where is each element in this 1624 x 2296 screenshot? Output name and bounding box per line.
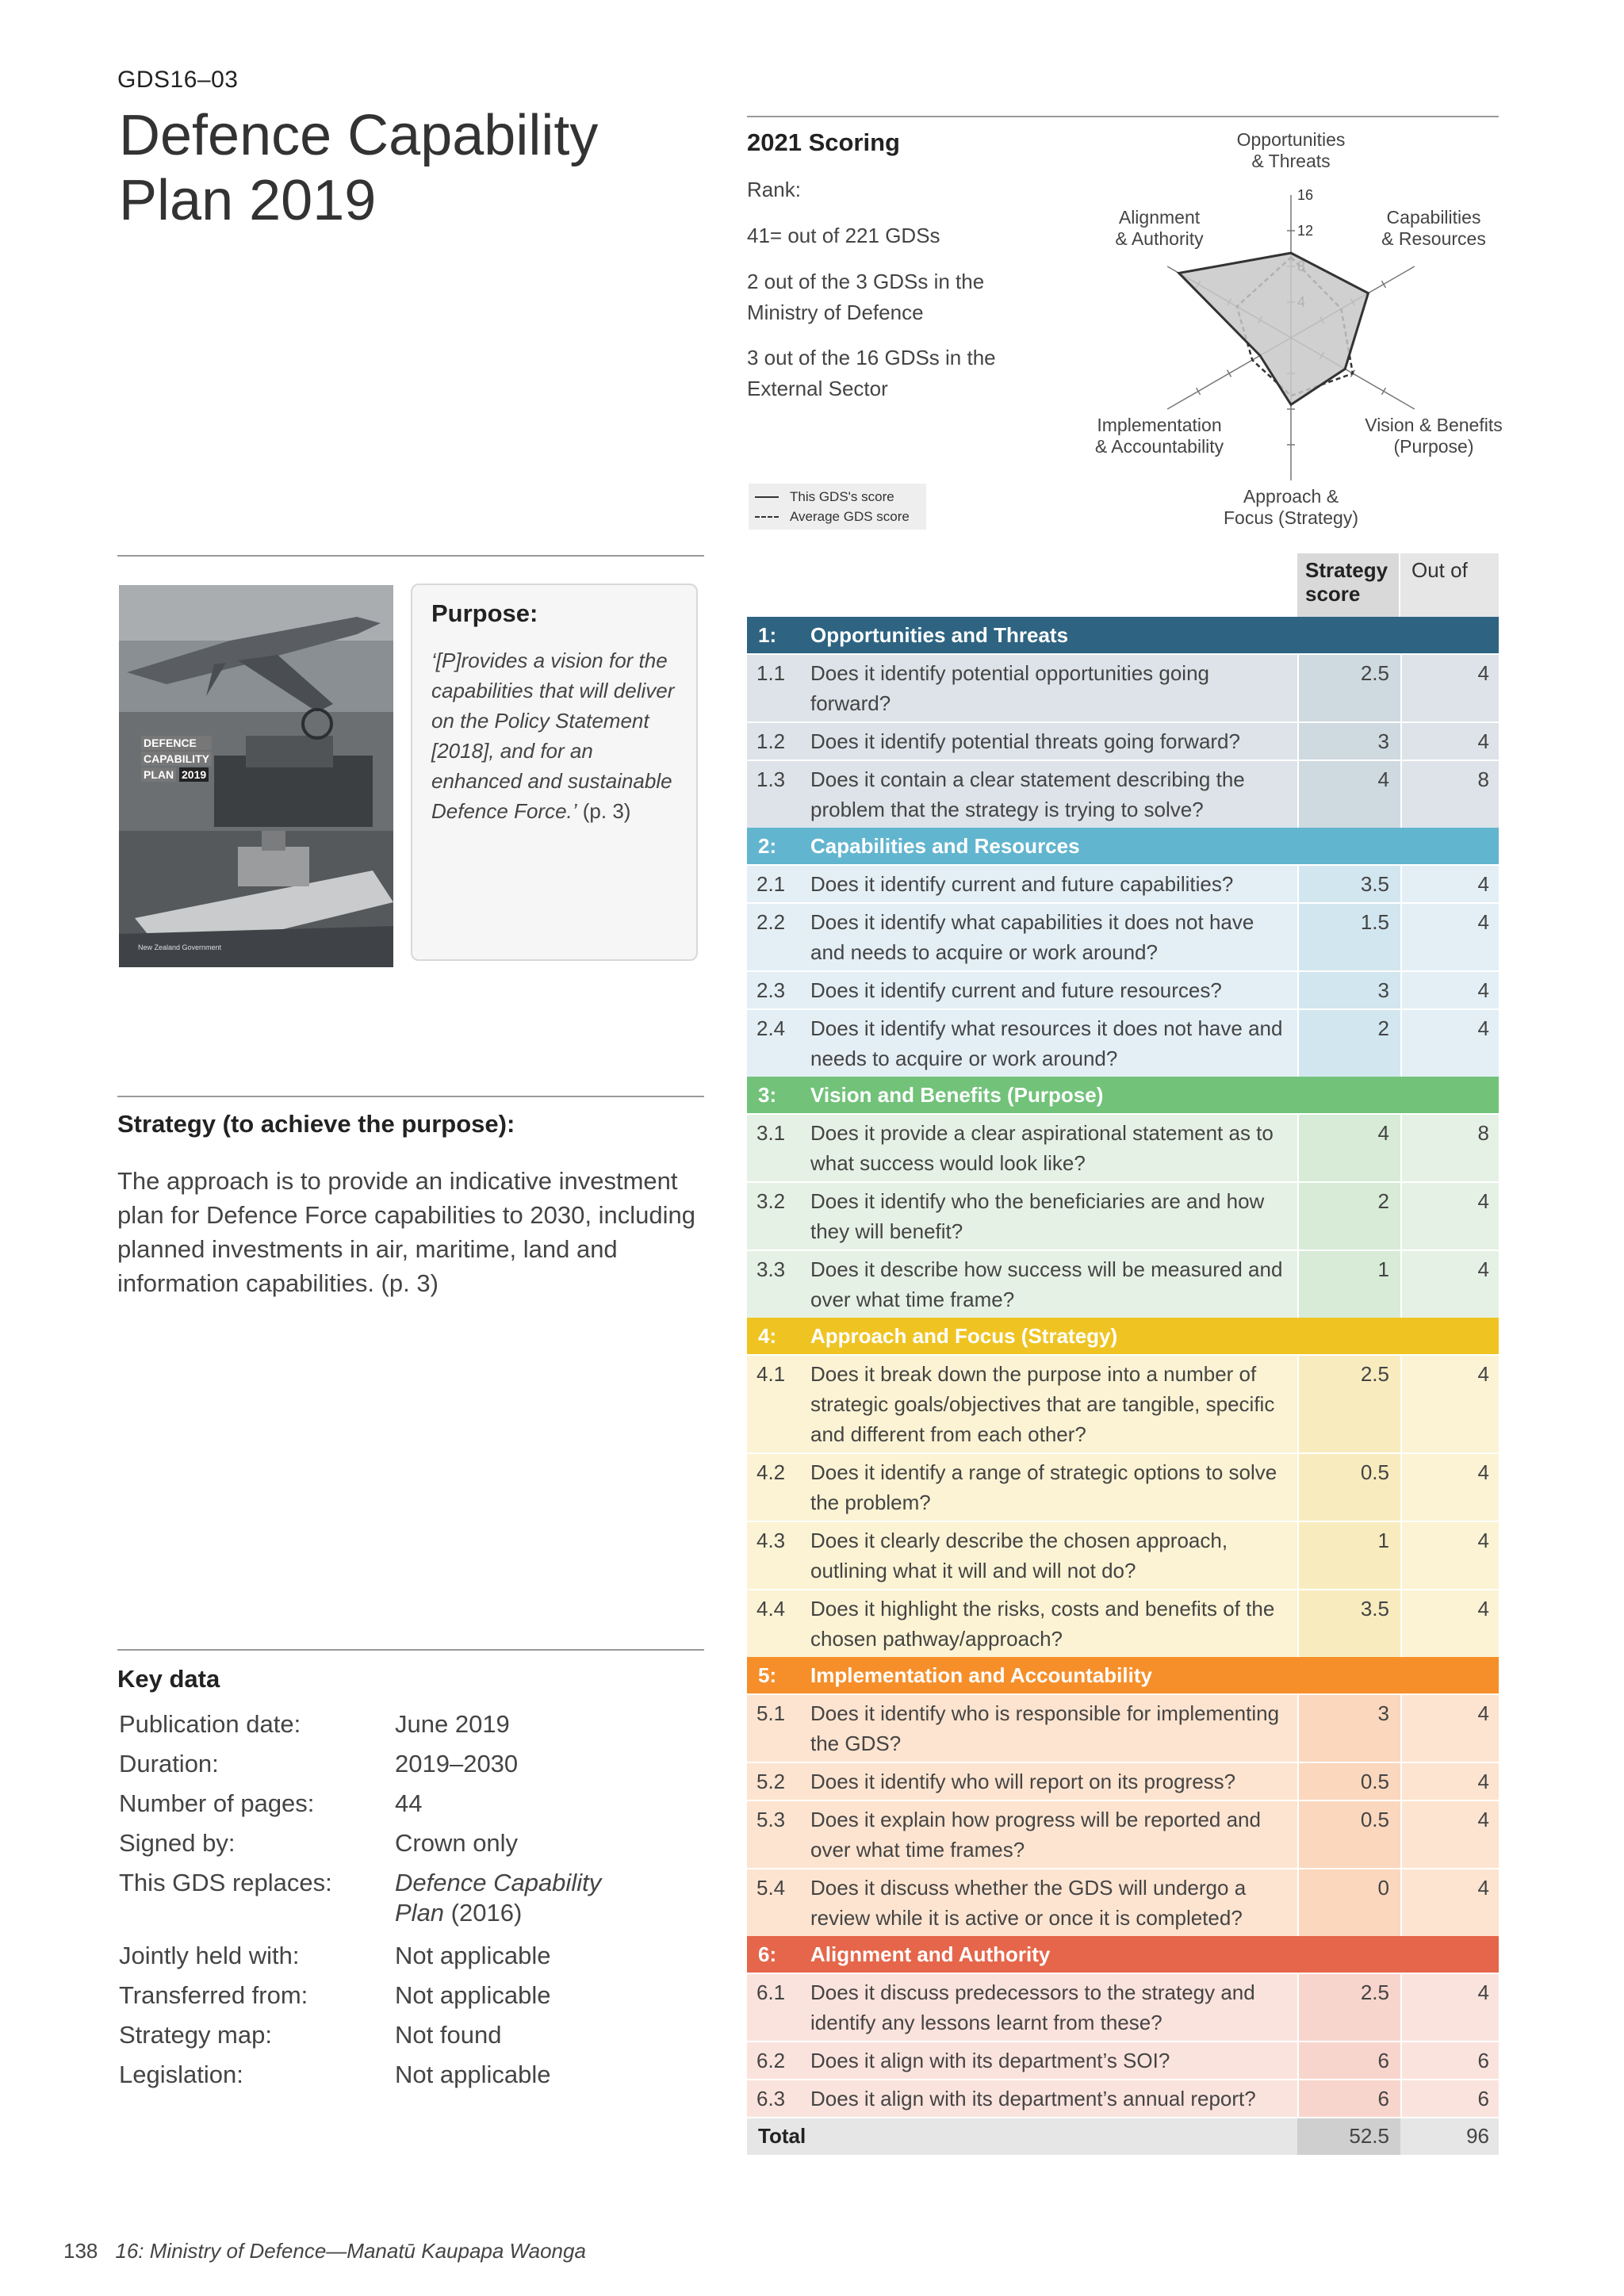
section-number: 5: bbox=[758, 1663, 777, 1687]
table-row bbox=[747, 1762, 1499, 1800]
question-text: Does it align with its department’s annual report? bbox=[810, 2087, 1256, 2110]
question-out-of: 4 bbox=[1400, 866, 1499, 902]
radar-axis-label: Focus (Strategy) bbox=[1224, 507, 1358, 528]
question-score: 2.5 bbox=[1297, 655, 1400, 721]
question-score: 3 bbox=[1297, 972, 1400, 1008]
question-score: 2 bbox=[1297, 1010, 1400, 1077]
radar-axis-label: Capabilities bbox=[1386, 207, 1481, 228]
radar-chart bbox=[1031, 124, 1507, 536]
section-header-5 bbox=[747, 1657, 1499, 1693]
strategy-heading: Strategy (to achieve the purpose): bbox=[117, 1110, 515, 1138]
section-header-4 bbox=[747, 1318, 1499, 1354]
question-out-of: 4 bbox=[1400, 1183, 1499, 1249]
table-row bbox=[747, 1249, 1499, 1318]
table-row bbox=[747, 1973, 1499, 2041]
table-row bbox=[747, 721, 1499, 760]
radar-axis-label: Vision & Benefits bbox=[1365, 415, 1503, 435]
strategy-text: The approach is to provide an indicative investment plan for Defence Force capabilities to 2030, including planned investments in air, maritime, land and information capabilities. (p. 3) bbox=[117, 1167, 695, 1297]
total-row bbox=[747, 2117, 1499, 2155]
rank-label: Rank: bbox=[747, 178, 801, 201]
section-header-3 bbox=[747, 1077, 1499, 1113]
question-text: Does it describe how success will be measured and over what time frame? bbox=[810, 1257, 1283, 1311]
question-number: 2.1 bbox=[756, 872, 786, 896]
table-header bbox=[747, 553, 1499, 617]
question-number: 6.1 bbox=[756, 1980, 786, 2004]
question-out-of: 8 bbox=[1400, 761, 1499, 828]
section-number: 3: bbox=[758, 1083, 777, 1107]
question-number: 4.1 bbox=[756, 1362, 786, 1386]
legend-average-label: Average GDS score bbox=[790, 508, 910, 524]
table-row bbox=[747, 1008, 1499, 1077]
question-text: Does it identify who is responsible for implementing the GDS? bbox=[810, 1701, 1280, 1755]
document-code: GDS16–03 bbox=[117, 67, 239, 93]
radar-tick bbox=[1197, 388, 1201, 395]
question-text: Does it contain a clear statement describing the problem that the strategy is trying to solve? bbox=[810, 767, 1245, 821]
radar-legend bbox=[749, 484, 926, 530]
question-score: 0 bbox=[1297, 1869, 1400, 1936]
question-number: 6.3 bbox=[756, 2087, 786, 2110]
section-label: Vision and Benefits (Purpose) bbox=[810, 1083, 1104, 1107]
question-text: Does it explain how progress will be reported and over what time frames? bbox=[810, 1808, 1261, 1862]
question-out-of: 4 bbox=[1400, 1454, 1499, 1521]
question-score: 2.5 bbox=[1297, 1974, 1400, 2041]
legend-dashed-line bbox=[755, 516, 779, 518]
question-out-of: 4 bbox=[1400, 1590, 1499, 1657]
radar-score-area bbox=[1179, 253, 1369, 404]
page-title bbox=[119, 103, 722, 233]
question-text: Does it provide a clear aspirational statement as to what success would look like? bbox=[810, 1121, 1274, 1175]
key-data-label: Legislation: bbox=[119, 2061, 243, 2088]
question-text: Does it identify what capabilities it does not have and needs to acquire or work around? bbox=[810, 910, 1254, 964]
header-out-of: Out of bbox=[1400, 553, 1499, 617]
table-body bbox=[747, 617, 1499, 2117]
question-number: 5.2 bbox=[756, 1770, 786, 1793]
question-out-of: 4 bbox=[1400, 1974, 1499, 2041]
question-out-of: 4 bbox=[1400, 1010, 1499, 1077]
key-data-value: 2019–2030 bbox=[395, 1750, 519, 1777]
table-row bbox=[747, 864, 1499, 902]
question-text: Does it identify potential opportunities going forward? bbox=[810, 661, 1209, 715]
question-score: 3.5 bbox=[1297, 866, 1400, 902]
question-out-of: 8 bbox=[1400, 1115, 1499, 1181]
section-header-2 bbox=[747, 828, 1499, 864]
question-score: 0.5 bbox=[1297, 1454, 1400, 1521]
page-title-line1: Defence Capability bbox=[119, 104, 599, 167]
table-row bbox=[747, 1113, 1499, 1181]
page-footer bbox=[63, 2239, 586, 2263]
radar-axis-label: & Accountability bbox=[1094, 436, 1224, 457]
question-number: 2.4 bbox=[756, 1016, 786, 1040]
question-out-of: 4 bbox=[1400, 1763, 1499, 1800]
section-number: 2: bbox=[758, 834, 777, 858]
table-row bbox=[747, 1868, 1499, 1936]
header-strategy-score: Strategy score bbox=[1297, 553, 1399, 617]
question-number: 1.1 bbox=[756, 661, 786, 685]
question-score: 3 bbox=[1297, 1695, 1400, 1762]
question-text: Does it break down the purpose into a number of strategic goals/objectives that are tangible, specific and different from each other? bbox=[810, 1362, 1275, 1446]
question-score: 3 bbox=[1297, 723, 1400, 760]
question-out-of: 4 bbox=[1400, 904, 1499, 970]
key-data-value: Crown only bbox=[395, 1829, 519, 1857]
question-out-of: 4 bbox=[1400, 655, 1499, 721]
divider bbox=[117, 1649, 704, 1651]
question-out-of: 4 bbox=[1400, 1801, 1499, 1868]
question-number: 1.2 bbox=[756, 729, 786, 753]
section-header-6 bbox=[747, 1936, 1499, 1973]
table-row bbox=[747, 1354, 1499, 1452]
question-number: 2.2 bbox=[756, 910, 786, 934]
key-data-value: Not applicable bbox=[395, 1981, 551, 2009]
section-number: 4: bbox=[758, 1324, 777, 1348]
question-score: 1 bbox=[1297, 1522, 1400, 1589]
question-number: 4.3 bbox=[756, 1529, 786, 1552]
table-row bbox=[747, 2041, 1499, 2079]
question-text: Does it identify current and future resources? bbox=[810, 978, 1222, 1002]
question-score: 0.5 bbox=[1297, 1801, 1400, 1868]
radar-axis-label: & Resources bbox=[1381, 228, 1486, 249]
question-number: 3.2 bbox=[756, 1189, 786, 1213]
question-score: 0.5 bbox=[1297, 1763, 1400, 1800]
question-text: Does it discuss predecessors to the strategy and identify any lessons learnt from these? bbox=[810, 1980, 1255, 2034]
question-score: 3.5 bbox=[1297, 1590, 1400, 1657]
question-text: Does it clearly describe the chosen approach, outlining what it will and will not do? bbox=[810, 1529, 1228, 1582]
question-text: Does it identify current and future capabilities? bbox=[810, 872, 1234, 896]
section-number: 6: bbox=[758, 1942, 777, 1966]
radar-axis-label: Alignment bbox=[1118, 207, 1201, 228]
question-number: 3.1 bbox=[756, 1121, 786, 1145]
radar-axis-label: Implementation bbox=[1097, 415, 1222, 435]
question-out-of: 4 bbox=[1400, 972, 1499, 1008]
radar-axis-label: & Threats bbox=[1251, 151, 1331, 171]
total-label: Total bbox=[758, 2124, 806, 2148]
question-number: 6.2 bbox=[756, 2049, 786, 2072]
key-data-value: Not found bbox=[395, 2021, 502, 2049]
table-row bbox=[747, 760, 1499, 828]
key-data-label: This GDS replaces: bbox=[119, 1869, 332, 1896]
question-text: Does it identify potential threats going forward? bbox=[810, 729, 1240, 753]
question-number: 5.4 bbox=[756, 1876, 786, 1900]
question-score: 4 bbox=[1297, 1115, 1400, 1181]
purpose-heading: Purpose: bbox=[431, 599, 538, 627]
section-header-1 bbox=[747, 617, 1499, 653]
question-score: 2 bbox=[1297, 1183, 1400, 1249]
scoring-title: 2021 Scoring bbox=[747, 128, 900, 156]
key-data-heading: Key data bbox=[117, 1665, 220, 1693]
total-out-of: 96 bbox=[1466, 2124, 1489, 2148]
question-score: 2.5 bbox=[1297, 1356, 1400, 1452]
question-out-of: 6 bbox=[1400, 2042, 1499, 2079]
table-row bbox=[747, 1589, 1499, 1657]
question-number: 2.3 bbox=[756, 978, 786, 1002]
question-text: Does it identify who will report on its progress? bbox=[810, 1770, 1236, 1793]
section-label: Capabilities and Resources bbox=[810, 834, 1080, 858]
rank-sector: 3 out of the 16 GDSs in the External Sector bbox=[747, 346, 996, 400]
section-label: Approach and Focus (Strategy) bbox=[810, 1324, 1118, 1348]
question-number: 4.2 bbox=[756, 1460, 786, 1484]
divider bbox=[747, 116, 1499, 117]
question-out-of: 4 bbox=[1400, 1251, 1499, 1318]
question-out-of: 6 bbox=[1400, 2080, 1499, 2117]
table-row bbox=[747, 1181, 1499, 1249]
table-row bbox=[747, 1693, 1499, 1762]
question-number: 1.3 bbox=[756, 767, 786, 791]
score-table bbox=[747, 553, 1499, 2155]
radar-axis-label: & Authority bbox=[1115, 228, 1204, 249]
page-title-line2: Plan 2019 bbox=[119, 169, 377, 232]
key-data-label: Number of pages: bbox=[119, 1789, 315, 1817]
question-out-of: 4 bbox=[1400, 1522, 1499, 1589]
key-data-value: June 2019 bbox=[395, 1710, 510, 1738]
table-row bbox=[747, 1452, 1499, 1521]
key-data-label: Transferred from: bbox=[119, 1981, 308, 2009]
question-text: Does it align with its department’s SOI? bbox=[810, 2049, 1170, 2072]
page-number: 138 bbox=[63, 2239, 98, 2263]
question-out-of: 4 bbox=[1400, 1695, 1499, 1762]
question-number: 3.3 bbox=[756, 1257, 786, 1281]
question-number: 4.4 bbox=[756, 1597, 786, 1621]
key-data-value: Defence Capability Plan (2016) bbox=[395, 1869, 602, 1927]
question-number: 5.1 bbox=[756, 1701, 786, 1725]
key-data-value: Not applicable bbox=[395, 2061, 551, 2088]
question-score: 6 bbox=[1297, 2042, 1400, 2079]
radar-tick-label: 16 bbox=[1297, 187, 1314, 203]
question-text: Does it discuss whether the GDS will undergo a review while it is active or once it is completed? bbox=[810, 1876, 1247, 1930]
section-number: 1: bbox=[758, 623, 777, 647]
key-data-label: Duration: bbox=[119, 1750, 219, 1777]
key-data-label: Publication date: bbox=[119, 1710, 301, 1738]
table-row bbox=[747, 653, 1499, 721]
question-score: 4 bbox=[1297, 761, 1400, 828]
question-text: Does it identify a range of strategic options to solve the problem? bbox=[810, 1460, 1277, 1514]
radar-tick bbox=[1381, 388, 1385, 395]
table-row bbox=[747, 902, 1499, 970]
purpose-text: ‘[P]rovides a vision for the capabilities that will deliver on the Policy Statement [2018], and for an enhanced and sustainable Defence Force.’ (p. 3) bbox=[431, 649, 675, 823]
question-out-of: 4 bbox=[1400, 1869, 1499, 1936]
footer-text: 16: Ministry of Defence—Manatū Kaupapa Waonga bbox=[115, 2239, 586, 2263]
section-label: Opportunities and Threats bbox=[810, 623, 1069, 647]
section-label: Alignment and Authority bbox=[810, 1942, 1051, 1966]
legend-this-label: This GDS's score bbox=[790, 488, 894, 504]
key-data-value: 44 bbox=[395, 1789, 423, 1817]
cover-label: DEFENCE CAPABILITY PLAN 2019 bbox=[141, 736, 212, 783]
key-data-label: Jointly held with: bbox=[119, 1942, 300, 1969]
divider bbox=[117, 555, 704, 557]
legend-solid-line bbox=[755, 496, 779, 498]
question-text: Does it identify what resources it does not have and needs to acquire or work around? bbox=[810, 1016, 1283, 1070]
table-row bbox=[747, 970, 1499, 1008]
radar-tick bbox=[1228, 370, 1231, 377]
section-label: Implementation and Accountability bbox=[810, 1663, 1152, 1687]
radar-tick bbox=[1381, 281, 1385, 288]
question-score: 1 bbox=[1297, 1251, 1400, 1318]
radar-axis-label: (Purpose) bbox=[1393, 436, 1474, 457]
question-score: 1.5 bbox=[1297, 904, 1400, 970]
question-text: Does it identify who the beneficiaries are and how they will benefit? bbox=[810, 1189, 1265, 1243]
question-score: 6 bbox=[1297, 2080, 1400, 2117]
key-data-label: Strategy map: bbox=[119, 2021, 272, 2049]
total-score: 52.5 bbox=[1297, 2118, 1400, 2155]
question-out-of: 4 bbox=[1400, 1356, 1499, 1452]
divider bbox=[117, 1096, 704, 1097]
rank-overall: 41= out of 221 GDSs bbox=[747, 224, 940, 247]
radar-axis-label: Opportunities bbox=[1236, 129, 1346, 150]
radar-tick-label: 12 bbox=[1297, 223, 1314, 239]
rank-ministry: 2 out of the 3 GDSs in the Ministry of Defence bbox=[747, 270, 985, 324]
key-data-value: Not applicable bbox=[395, 1942, 551, 1969]
question-number: 5.3 bbox=[756, 1808, 786, 1831]
question-out-of: 4 bbox=[1400, 723, 1499, 760]
report-cover-image bbox=[119, 585, 393, 967]
radar-axis-label: Approach & bbox=[1243, 486, 1339, 507]
table-row bbox=[747, 1521, 1499, 1589]
key-data-label: Signed by: bbox=[119, 1829, 236, 1857]
table-row bbox=[747, 2079, 1499, 2117]
table-row bbox=[747, 1800, 1499, 1868]
cover-publisher: New Zealand Government bbox=[138, 943, 222, 951]
question-text: Does it highlight the risks, costs and benefits of the chosen pathway/approach? bbox=[810, 1597, 1275, 1651]
